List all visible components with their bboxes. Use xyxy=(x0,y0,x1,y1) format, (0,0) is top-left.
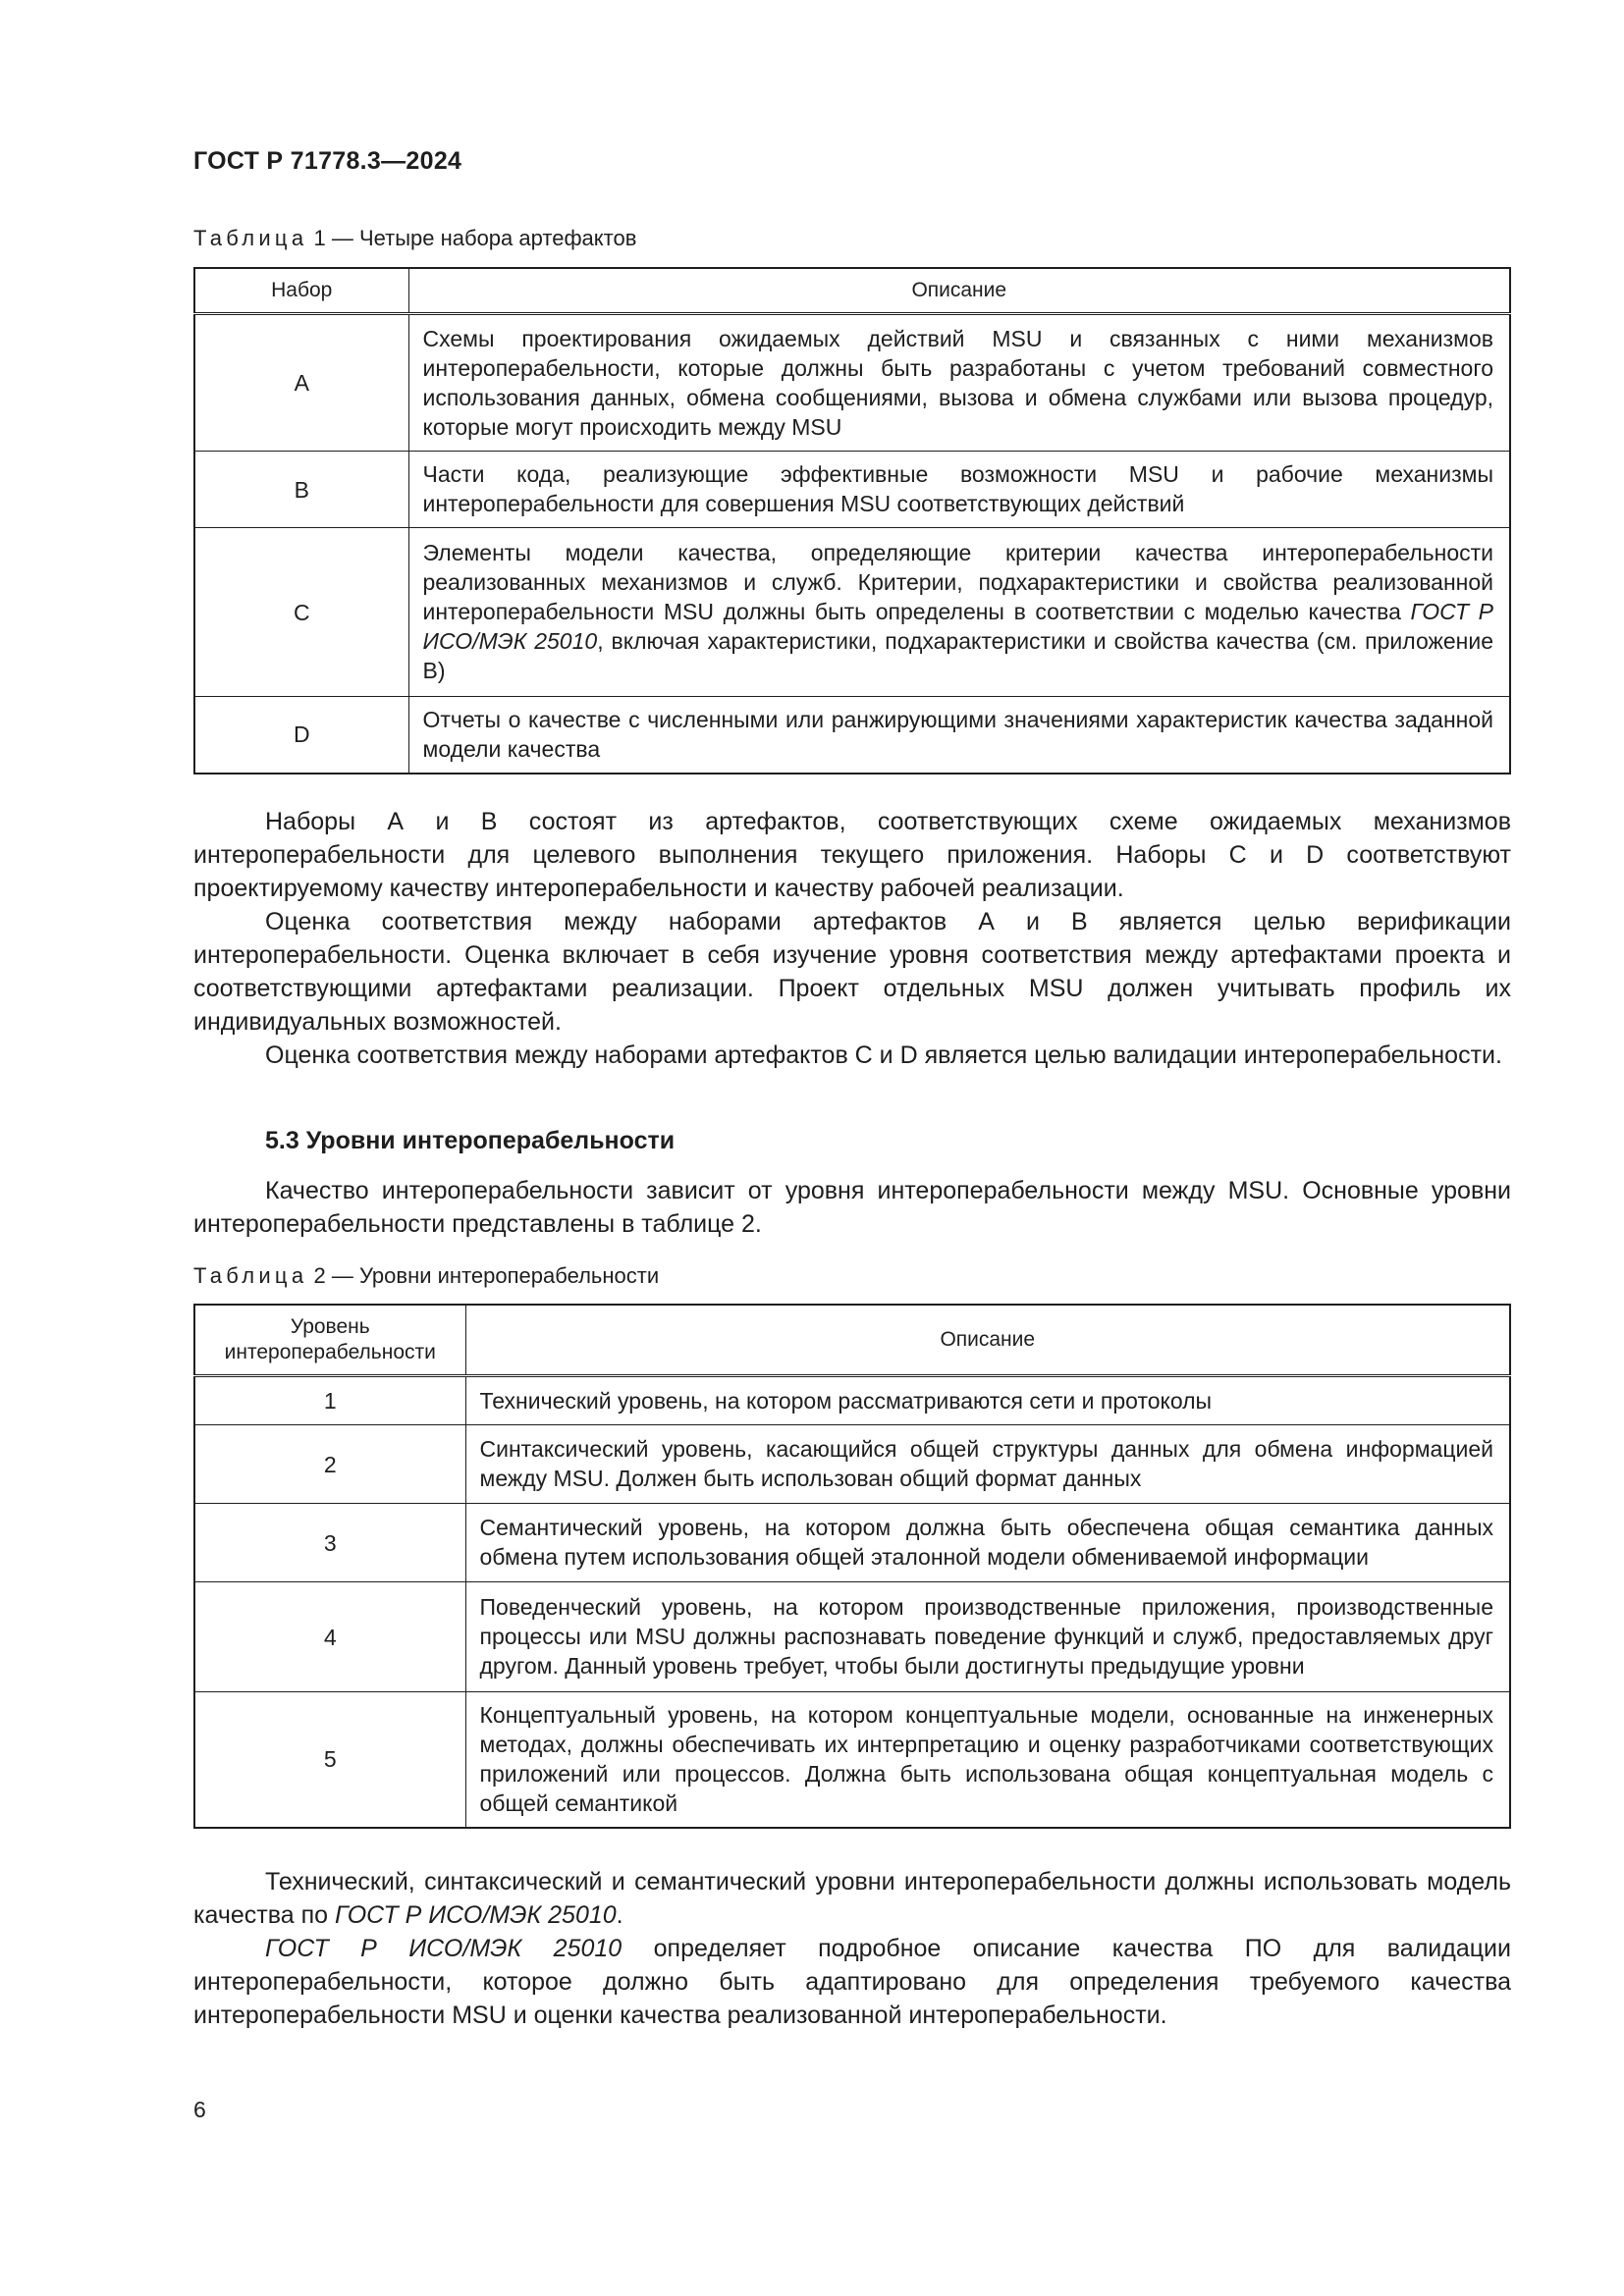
table1-row xyxy=(194,697,1510,774)
table2-level-cell: 3 xyxy=(194,1504,465,1582)
description-text: Элементы модели качества, определяющие критерии качества интероперабельности реализованных механизмов и служб. Критерии, подхарактеристики и свойства реализованной интероперабельности MSU должны быть определены в соответствии с моделью качества xyxy=(422,540,1493,624)
paragraph: Качество интероперабельности зависит от уровня интероперабельности между MSU. Основные уровни интероперабельности представлены в таблице 2. xyxy=(193,1177,1511,1238)
table1-set-cell: C xyxy=(194,528,408,697)
paragraph-text: . xyxy=(616,1901,623,1929)
table1-header-set: Набор xyxy=(194,268,408,314)
table1-header-description: Описание xyxy=(408,268,1510,314)
table1-caption xyxy=(193,226,636,251)
table1-caption-word: Таблица xyxy=(193,226,308,250)
table1-row xyxy=(194,452,1510,528)
table1-set-cell: D xyxy=(194,697,408,774)
table2-header-description: Описание xyxy=(465,1305,1510,1376)
table2-description-cell: Поведенческий уровень, на котором производственные приложения, производственные процессы или MSU должны распознавать поведение функций и служб, предоставляемых друг другом. Данный уровень требует, чтобы были достигнуты предыдущие уровни xyxy=(465,1582,1510,1692)
table1-row xyxy=(194,314,1510,452)
table2-header-level: Уровень интероперабельности xyxy=(194,1305,465,1376)
table2-header-row xyxy=(194,1305,1510,1376)
section-intro xyxy=(193,1174,1511,1241)
table2-caption-word: Таблица xyxy=(193,1263,308,1288)
table2-caption xyxy=(193,1263,659,1289)
section-heading: 5.3 Уровни интероперабельности xyxy=(265,1127,676,1154)
table2-row xyxy=(194,1425,1510,1504)
table2-level-cell: 1 xyxy=(194,1376,465,1425)
table1-description-cell: Отчеты о качестве с численными или ранжирующими значениями характеристик качества заданной модели качества xyxy=(408,697,1510,774)
table1-caption-title: 1 — Четыре набора артефактов xyxy=(307,226,637,250)
table2-description-cell: Семантический уровень, на котором должна быть обеспечена общая семантика данных обмена путем использования общей эталонной модели обмениваемой информации xyxy=(465,1504,1510,1582)
page-number: 6 xyxy=(193,2097,206,2122)
table2-row xyxy=(194,1692,1510,1828)
paragraph: Оценка соответствия между наборами артефактов А и В является целью верификации интероперабельности. Оценка включает в себя изучение уровня соответствия между артефактами проекта и соответствующими артефактами реализации. Проект отдельных MSU должен учитывать профиль их индивидуальных возможностей. xyxy=(193,908,1511,1036)
paragraph: Оценка соответствия между наборами артефактов С и D является целью валидации интероперабельности. xyxy=(265,1041,1502,1069)
table1-set-cell: A xyxy=(194,314,408,452)
table2 xyxy=(193,1304,1511,1829)
table2-level-cell: 5 xyxy=(194,1692,465,1828)
body-paragraphs-1 xyxy=(193,805,1511,1072)
paragraph-text: Технический, синтаксический и семантический уровни интероперабельности должны использовать модель качества по xyxy=(193,1868,1511,1929)
table1 xyxy=(193,267,1511,774)
table1-description-cell xyxy=(408,528,1510,697)
paragraph xyxy=(193,1932,1511,2032)
paragraph: Наборы А и В состоят из артефактов, соответствующих схеме ожидаемых механизмов интероперабельности для целевого выполнения текущего приложения. Наборы С и D соответствуют проектируемому качеству интероперабельности и качеству рабочей реализации. xyxy=(193,808,1511,902)
table1-header-row xyxy=(194,268,1510,314)
paragraph xyxy=(193,1865,1511,1932)
table1-description-cell: Схемы проектирования ожидаемых действий MSU и связанных с ними механизмов интероперабельности, которые должны быть разработаны с учетом требований совместного использования данных, обмена сообщениями, вызова и обмена службами или вызова процедур, которые могут происходить между MSU xyxy=(408,314,1510,452)
table2-caption-title: 2 — Уровни интероперабельности xyxy=(307,1263,660,1288)
table2-row xyxy=(194,1376,1510,1425)
table2-description-cell: Технический уровень, на котором рассматриваются сети и протоколы xyxy=(465,1376,1510,1425)
table2-row xyxy=(194,1582,1510,1692)
standard-reference: ГОСТ Р ИСО/МЭК 25010 xyxy=(265,1935,623,1962)
table2-description-cell: Синтаксический уровень, касающийся общей структуры данных для обмена информацией между MSU. Должен быть использован общий формат данных xyxy=(465,1425,1510,1504)
paragraph-text: определяет подробное описание качества ПО для валидации интероперабельности, которое должно быть адаптировано для определения требуемого качества интероперабельности MSU и оценки качества реализованной интероперабельности. xyxy=(193,1935,1511,2029)
table2-row xyxy=(194,1504,1510,1582)
standard-reference: ГОСТ Р ИСО/МЭК 25010 xyxy=(334,1901,617,1929)
standard-reference: ГОСТ Р ИСО/МЭК 25010 xyxy=(422,599,1493,654)
table2-description-cell: Концептуальный уровень, на котором концептуальные модели, основанные на инженерных методах, должны обеспечивать их интерпретацию и оценку разработчиками соответствующих приложений или процессов. Должна быть использована общая концептуальная модель с общей семантикой xyxy=(465,1692,1510,1828)
document-header: ГОСТ Р 71778.3—2024 xyxy=(193,147,462,175)
description-text: , включая характеристики, подхарактеристики и свойства качества (см. приложение В) xyxy=(422,628,1493,683)
body-paragraphs-2 xyxy=(193,1865,1511,2032)
table1-row xyxy=(194,528,1510,697)
table2-level-cell: 4 xyxy=(194,1582,465,1692)
table2-level-cell: 2 xyxy=(194,1425,465,1504)
table1-description-cell: Части кода, реализующие эффективные возможности MSU и рабочие механизмы интероперабельности для совершения MSU соответствующих действий xyxy=(408,452,1510,528)
table1-set-cell: B xyxy=(194,452,408,528)
